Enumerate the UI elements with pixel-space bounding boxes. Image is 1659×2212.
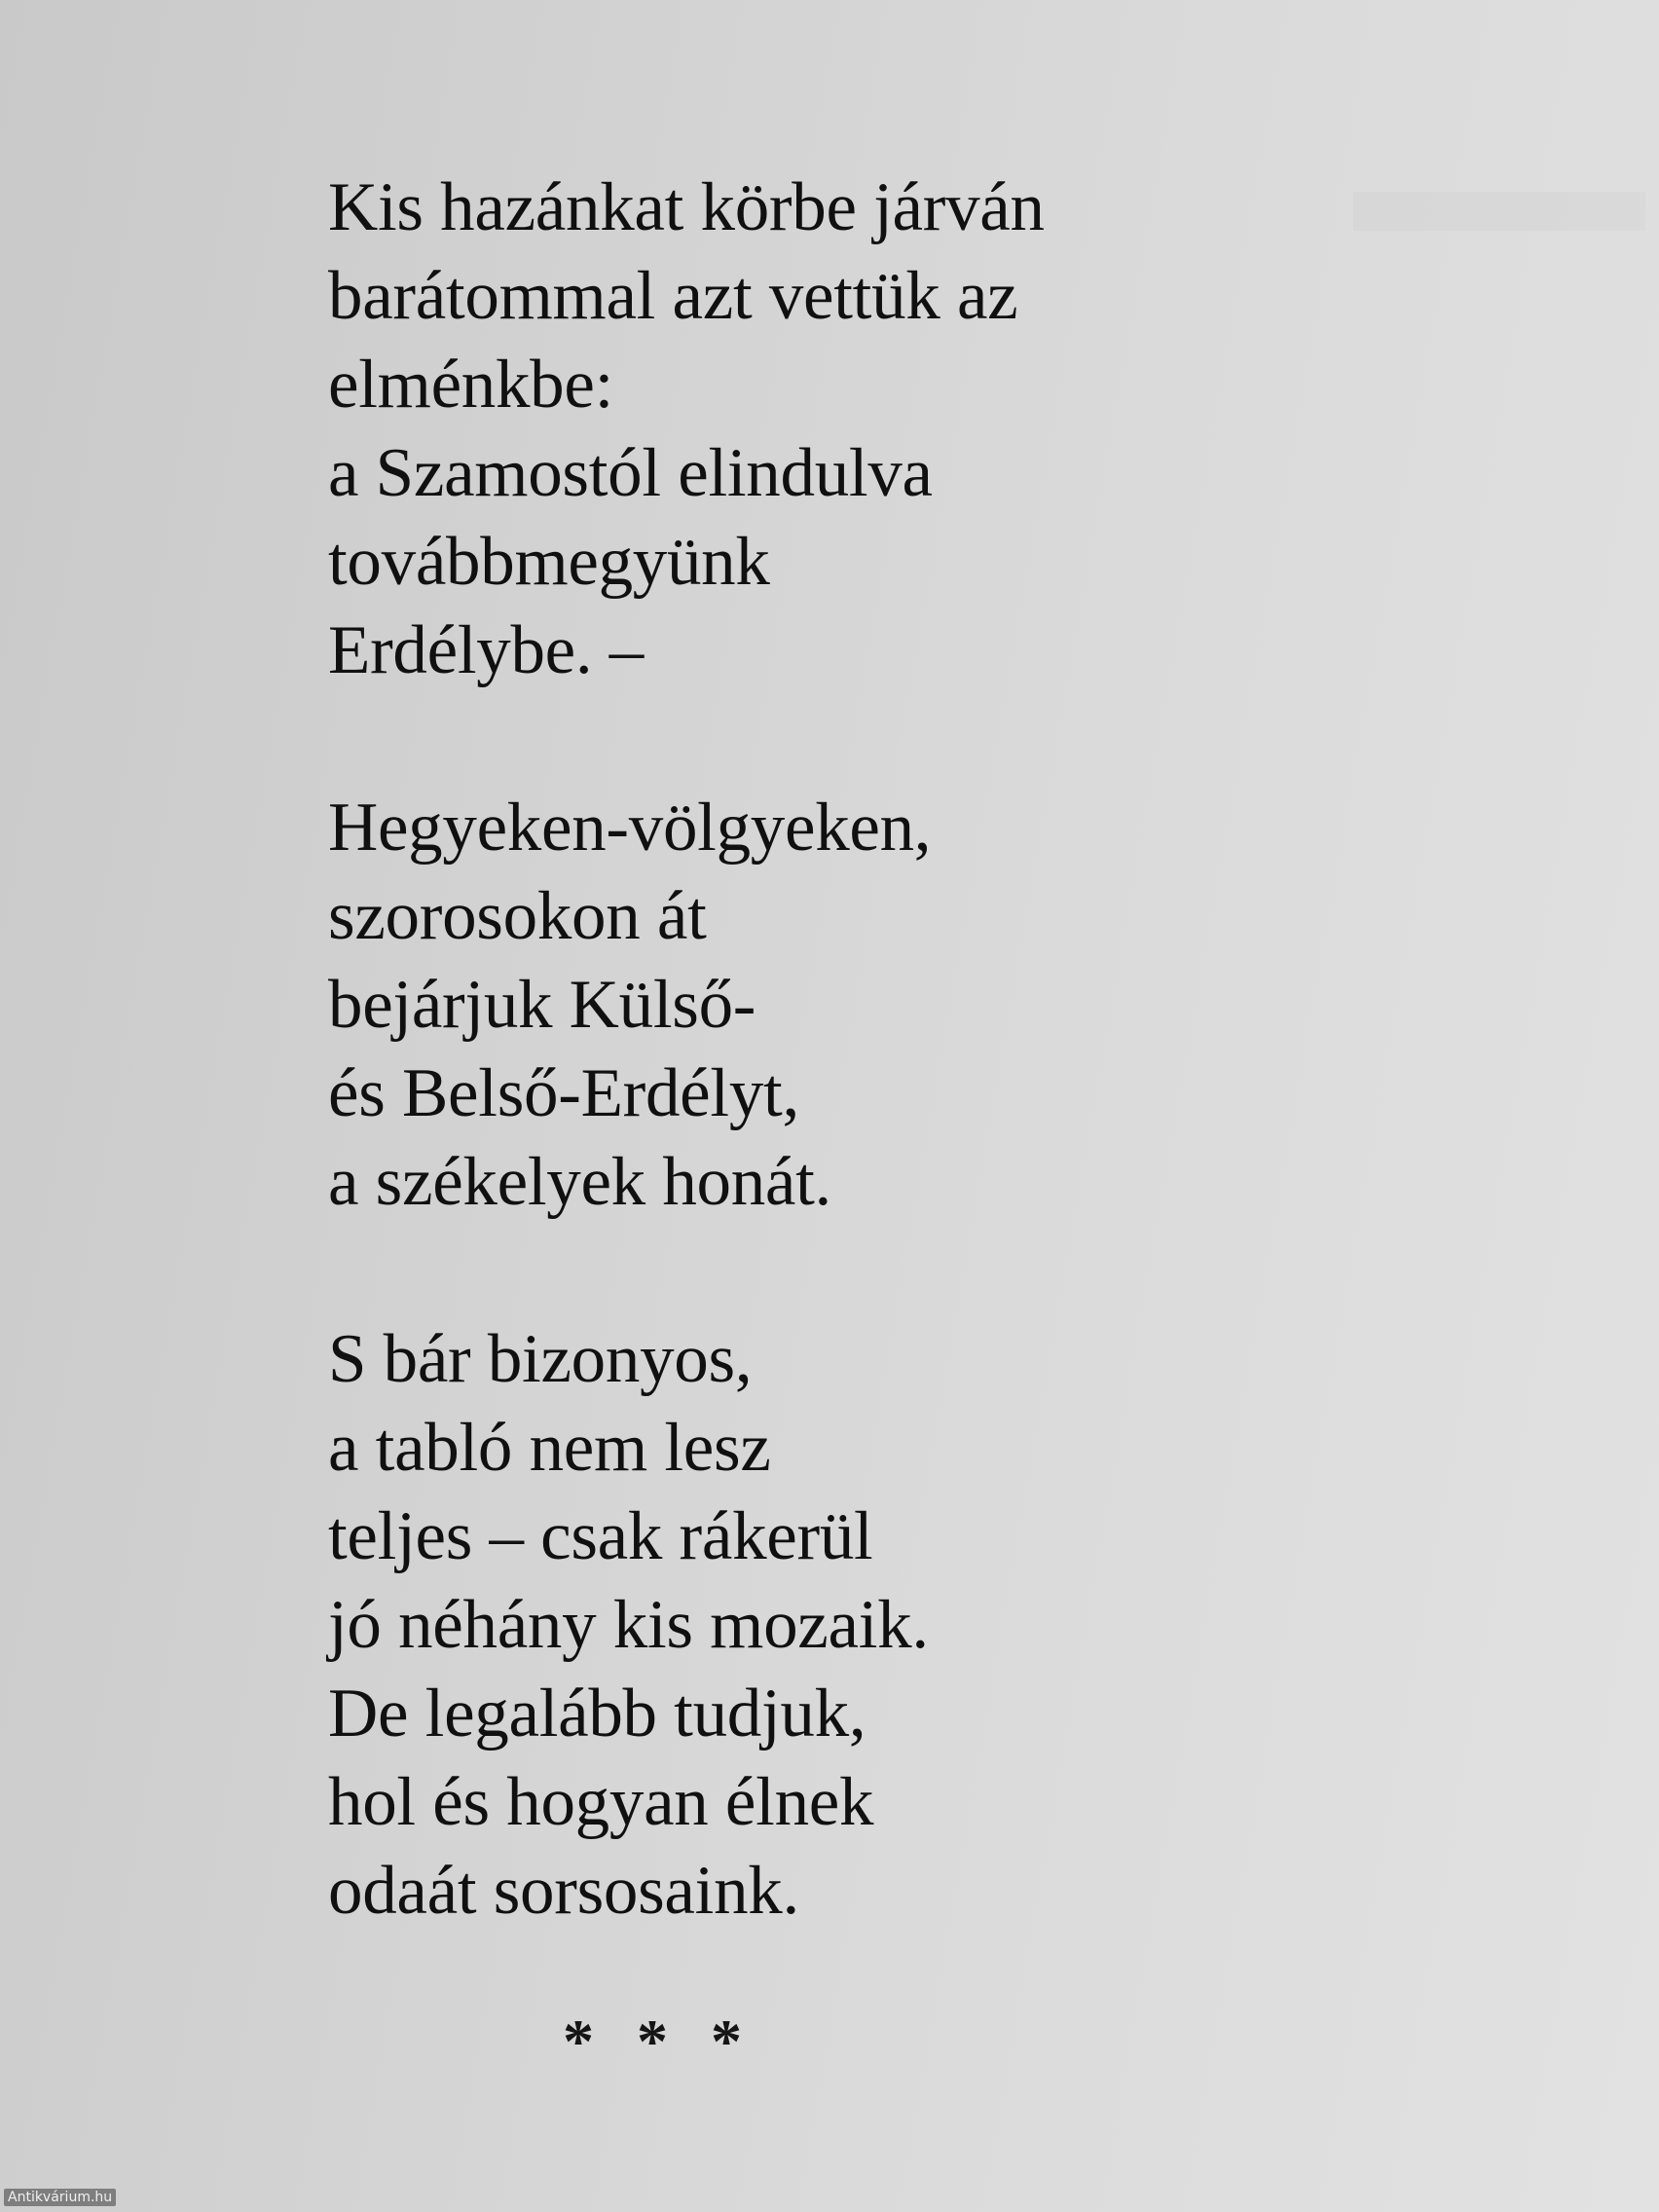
poem-line: odaát sorsosaink. — [328, 1853, 799, 1929]
poem — [328, 164, 1302, 1936]
poem-line: hol és hogyan élnek — [328, 1764, 874, 1840]
poem-line: jó néhány kis mozaik. — [328, 1587, 929, 1663]
stanza-3 — [328, 1315, 1302, 1936]
stanza-2 — [328, 784, 1302, 1227]
poem-line: szorosokon át — [328, 878, 707, 954]
poem-line: Erdélybe. – — [328, 612, 644, 688]
show-through-mark — [1344, 182, 1655, 240]
poem-line: barátommal azt vettük az — [328, 258, 1018, 334]
poem-line: a tabló nem lesz — [328, 1410, 771, 1486]
poem-line: a Szamostól elindulva — [328, 435, 933, 511]
poem-line: Hegyeken-völgyeken, — [328, 790, 932, 866]
poem-line: és Belső-Erdélyt, — [328, 1055, 799, 1131]
poem-line: De legalább tudjuk, — [328, 1676, 866, 1751]
watermark-label: Antikvárium.hu — [4, 2189, 116, 2206]
poem-line: bejárjuk Külső- — [328, 967, 756, 1043]
stanza-1 — [328, 164, 1302, 695]
section-separator: * * * — [563, 2007, 756, 2076]
poem-line: továbbmegyünk — [328, 524, 770, 600]
poem-line: teljes – csak rákerül — [328, 1498, 873, 1574]
poem-line: a székelyek honát. — [328, 1144, 832, 1220]
poem-line: elménkbe: — [328, 347, 614, 423]
poem-line: S bár bizonyos, — [328, 1321, 753, 1397]
poem-line: Kis hazánkat körbe járván — [328, 169, 1045, 245]
show-through-text — [1344, 180, 1655, 239]
